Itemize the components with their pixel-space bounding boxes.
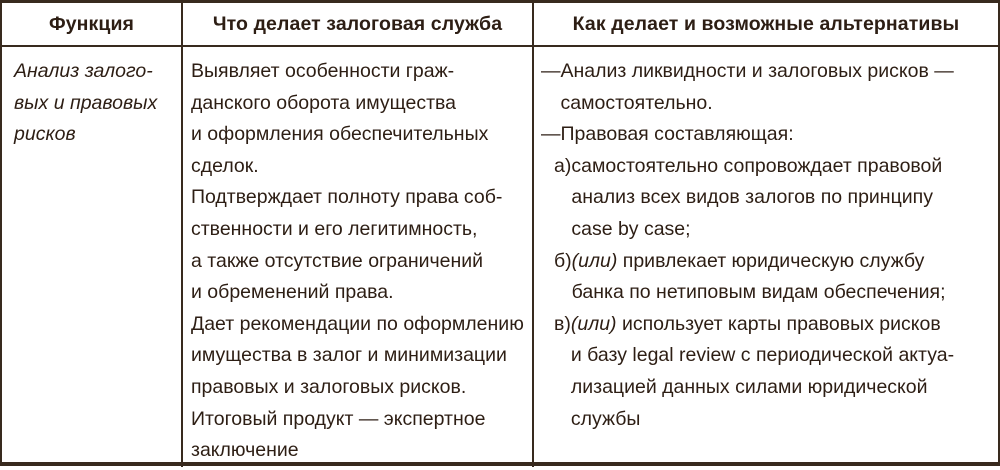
text-line: Подтверждает полноту права соб- [191, 186, 503, 209]
cell-how-and-alternatives [532, 47, 998, 467]
item-letter-label: а) [554, 154, 572, 177]
dash-marker: — [541, 60, 561, 82]
text-segment: использует карты правовых рисков [616, 312, 941, 335]
dash-list-item [541, 119, 994, 151]
text-line: службы [570, 407, 641, 430]
text-line: лизацией данных силами юридической [570, 375, 928, 398]
table-header-row [2, 3, 998, 47]
header-function: Функция [48, 12, 135, 35]
list-item-body [572, 246, 994, 309]
cell-what-service-does [181, 47, 532, 467]
text-line [572, 246, 994, 278]
text-line: и базу legal review с периодической актуа- [570, 344, 955, 367]
text-line: Выявляет особенности граж- [191, 60, 455, 82]
list-item-body [561, 119, 995, 151]
dash-list-item [541, 56, 994, 119]
text-line: Анализ залого- [14, 60, 153, 82]
text-line: а также отсутствие ограничений [191, 249, 484, 272]
text-line: сделок. [191, 154, 259, 177]
text-line: Анализ ликвидности и залоговых рисков — [560, 60, 954, 82]
text-line: анализ всех видов залогов по принципу [571, 186, 933, 209]
text-line: правовых и залоговых рисков. [191, 375, 467, 398]
text-line: Правовая составляющая: [560, 123, 794, 146]
text-line: самостоятельно сопровождает правовой [571, 154, 943, 177]
text-line: имущества в залог и минимизации [191, 344, 507, 367]
text-line: Дает рекомендации по оформлению [191, 312, 524, 335]
dash-marker: — [541, 123, 561, 146]
text-line: заключение [191, 439, 299, 462]
cell-function [2, 47, 181, 467]
item-letter-label: в) [554, 312, 571, 335]
text-line: case by case; [571, 217, 691, 240]
text-line: банка по нетиповым видам обеспечения; [571, 281, 946, 304]
list-item-body [571, 309, 994, 435]
text-line: самостоятельно. [560, 91, 713, 114]
text-line [571, 309, 994, 341]
item-letter-label: б) [554, 249, 572, 272]
text-line: и обременений права. [191, 281, 394, 304]
table-body-row [2, 47, 998, 467]
text-line: данского оборота имущества [191, 91, 456, 114]
list-item-body [561, 56, 995, 119]
text-line: вых и правовых [14, 91, 158, 114]
italic-or-note: (или) [571, 249, 618, 272]
lettered-list-item-b [554, 246, 994, 309]
text-segment: привлекает юридическую службу [617, 249, 925, 272]
text-line: рисков [14, 123, 76, 146]
text-line: ственности и его легитимность, [191, 217, 478, 240]
italic-or-note: (или) [570, 312, 617, 335]
list-item-body [571, 151, 994, 246]
header-what-service-does: Что делает залоговая служба [181, 3, 532, 45]
header-how-and-alternatives: Как делает и возможные альтернативы [532, 3, 998, 45]
lettered-list-item-a [554, 151, 994, 246]
lettered-list-item-v [554, 309, 994, 435]
text-line: и оформления обеспечительных [191, 123, 489, 146]
text-line: Итоговый продукт — экспертное [191, 407, 486, 430]
